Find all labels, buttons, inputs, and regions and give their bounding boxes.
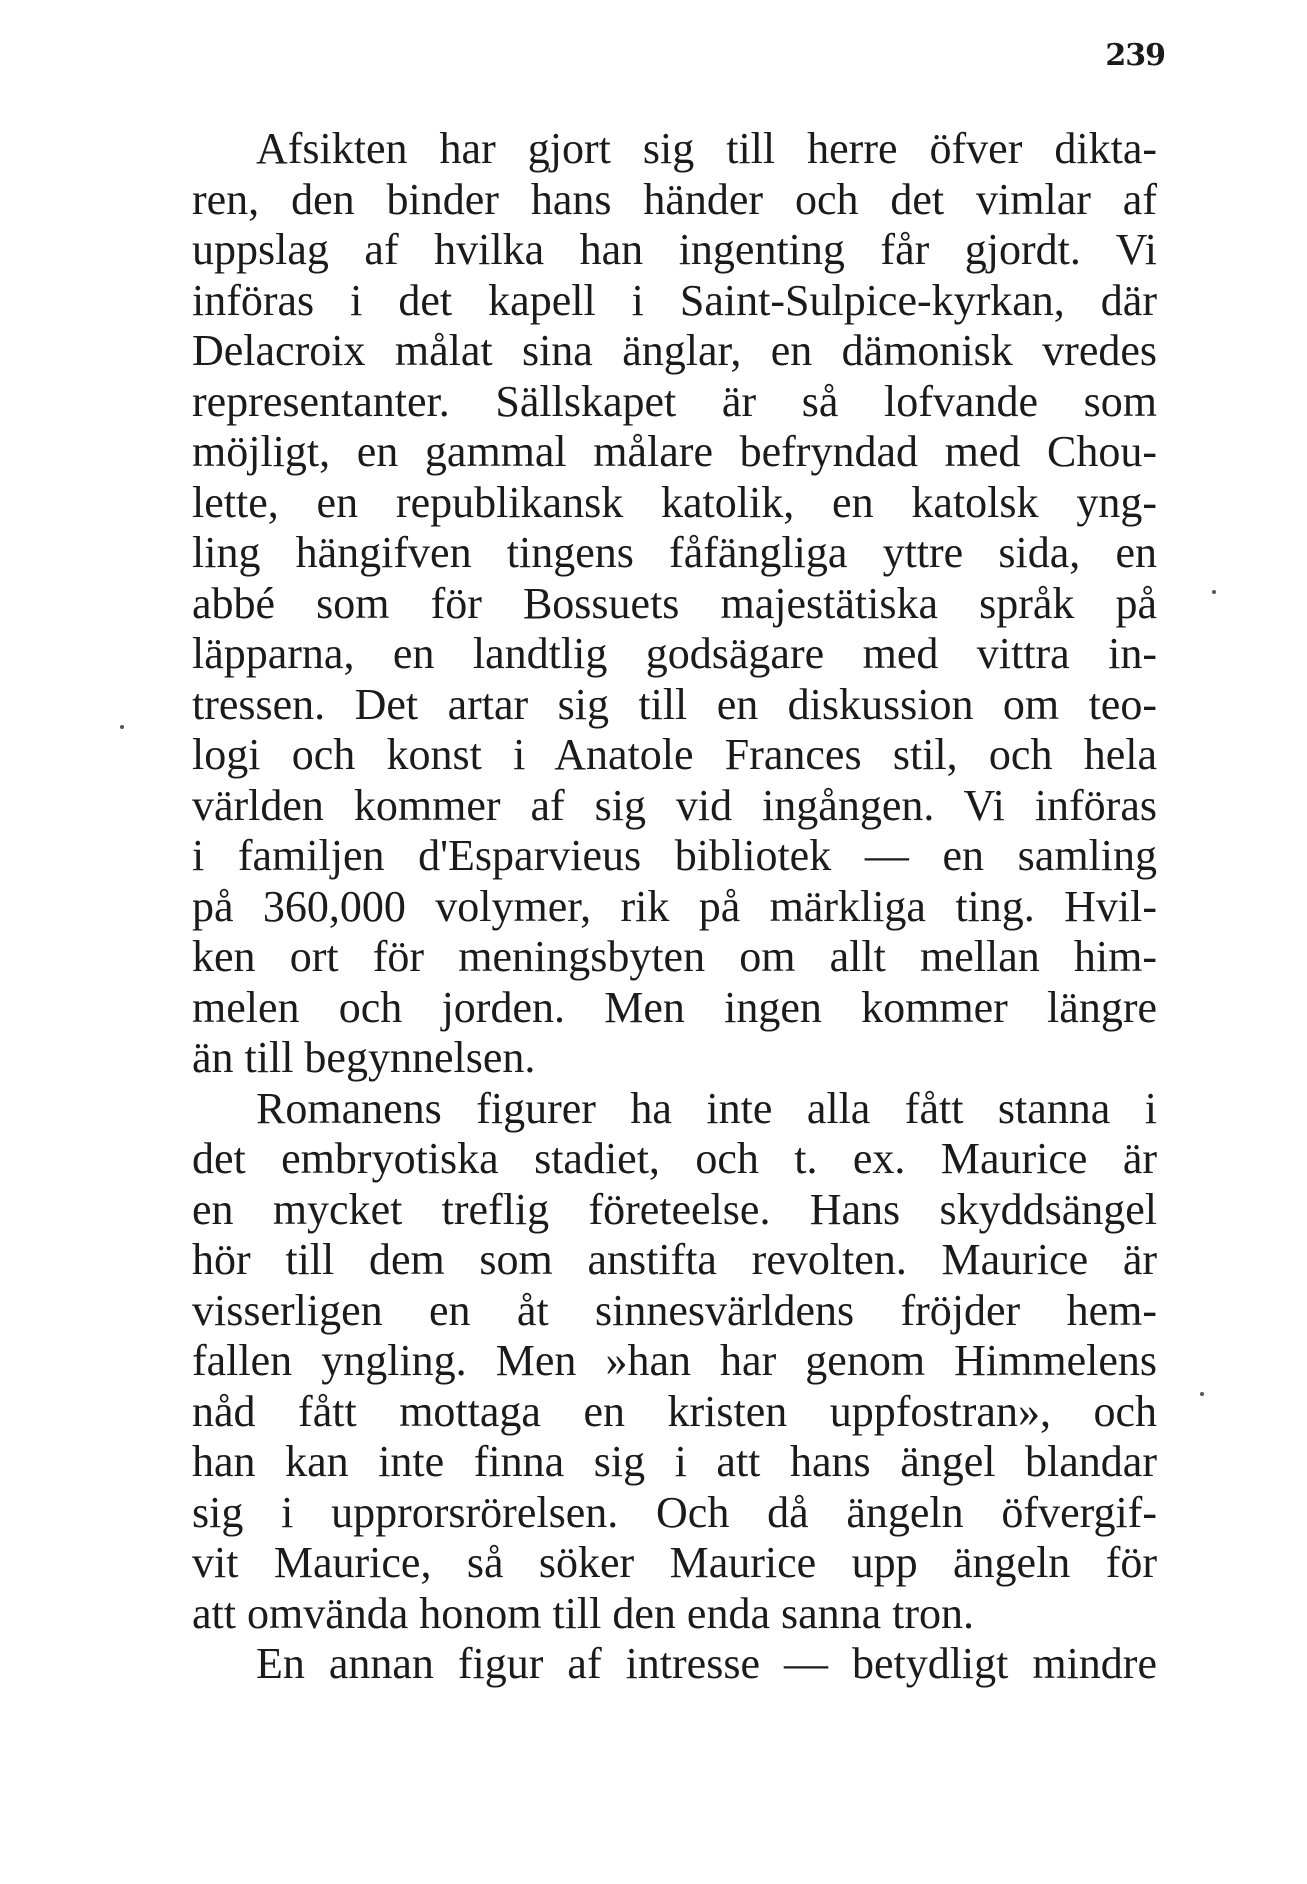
text-line: världen kommer af sig vid ingången. Vi införas xyxy=(192,781,1157,830)
text-line: införas i det kapell i Saint-Sulpice-kyrkan, där xyxy=(192,276,1157,325)
text-line: läpparna, en landtlig godsägare med vittra in- xyxy=(192,629,1157,678)
text-line: ling hängifven tingens fåfängliga yttre sida, en xyxy=(192,528,1157,577)
text-line: nåd fått mottaga en kristen uppfostran», och xyxy=(192,1387,1157,1436)
text-line: han kan inte finna sig i att hans ängel blandar xyxy=(192,1437,1157,1486)
line-text: Afsikten har gjort sig till herre öfver dikta- xyxy=(256,124,1157,173)
text-line: lette, en republikansk katolik, en katolsk yng- xyxy=(192,478,1157,527)
text-line-paragraph-end: att omvända honom till den enda sanna tron. xyxy=(192,1589,975,1638)
text-line-paragraph-3-indent: En annan figur af intresse — betydligt mindre xyxy=(256,1639,1157,1688)
text-line: i familjen d'Esparvieus bibliotek — en samling xyxy=(192,831,1157,880)
page-number: 239 xyxy=(1105,38,1165,73)
text-line: Delacroix målat sina änglar, en dämonisk vredes xyxy=(192,326,1157,375)
text-line: på 360,000 volymer, rik på märkliga ting. Hvil- xyxy=(192,882,1157,931)
text-line: abbé som för Bossuets majestätiska språk på xyxy=(192,579,1157,628)
text-line: tressen. Det artar sig till en diskussion om teo- xyxy=(192,680,1157,729)
text-line: ren, den binder hans händer och det vimlar af xyxy=(192,175,1157,224)
text-line: uppslag af hvilka han ingenting får gjordt. Vi xyxy=(192,225,1157,274)
text-line: ken ort för meningsbyten om allt mellan him- xyxy=(192,932,1157,981)
text-line: visserligen en åt sinnesvärldens fröjder hem- xyxy=(192,1286,1157,1335)
text-line: fallen yngling. Men »han har genom Himmelens xyxy=(192,1336,1157,1385)
text-line: vit Maurice, så söker Maurice upp ängeln för xyxy=(192,1538,1157,1587)
print-speck xyxy=(120,725,124,729)
text-line: melen och jorden. Men ingen kommer längre xyxy=(192,983,1157,1032)
text-line: representanter. Sällskapet är så lofvande som xyxy=(192,377,1157,426)
text-line: det embryotiska stadiet, och t. ex. Maurice är xyxy=(192,1134,1157,1183)
text-line-paragraph-1-indent xyxy=(256,122,1157,176)
print-speck xyxy=(1212,590,1216,594)
text-line-paragraph-end: än till begynnelsen. xyxy=(192,1033,536,1082)
text-line: möjligt, en gammal målare befryndad med Chou- xyxy=(192,427,1157,476)
text-line: en mycket treflig företeelse. Hans skyddsängel xyxy=(192,1185,1157,1234)
text-line: hör till dem som anstifta revolten. Maurice är xyxy=(192,1235,1157,1284)
text-line: logi och konst i Anatole Frances stil, och hela xyxy=(192,730,1157,779)
text-line-paragraph-2-indent: Romanens figurer ha inte alla fått stanna i xyxy=(256,1084,1157,1133)
print-speck xyxy=(1200,1392,1204,1396)
text-line: sig i upprorsrörelsen. Och då ängeln öfvergif- xyxy=(192,1488,1157,1537)
